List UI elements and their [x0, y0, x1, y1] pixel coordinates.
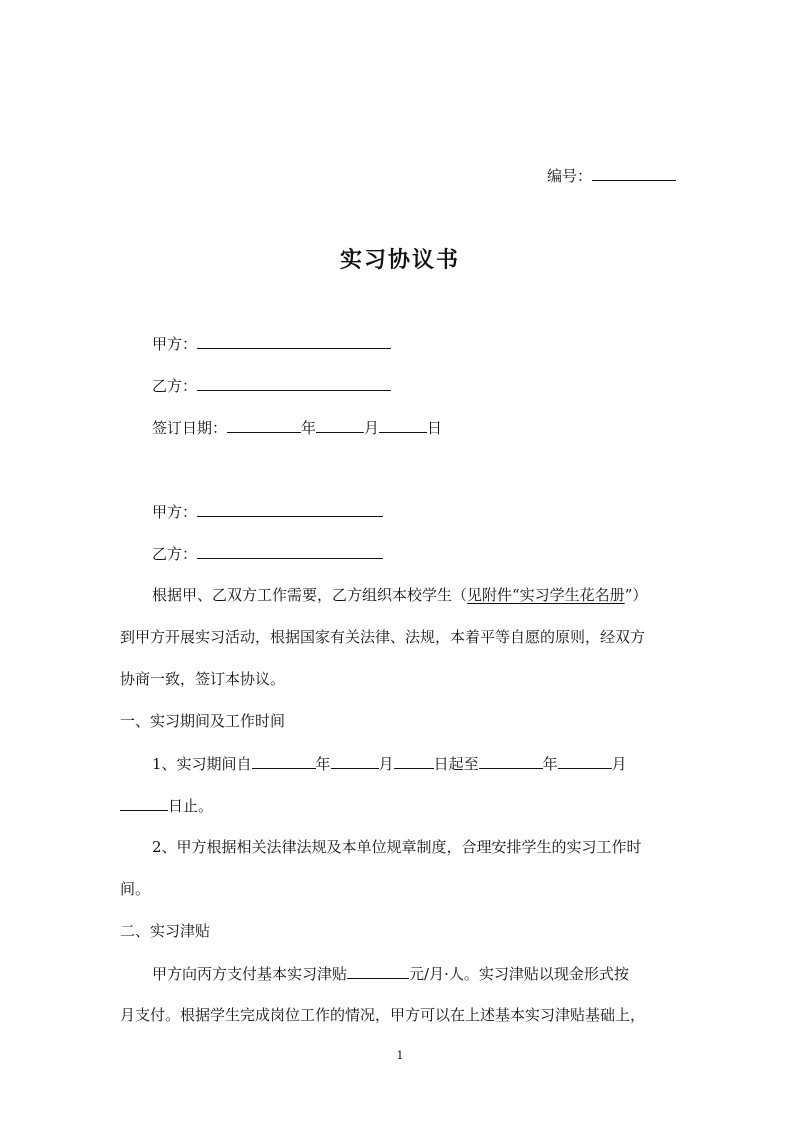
- start-year-label: 年: [315, 755, 331, 773]
- end-day-blank: [120, 794, 168, 811]
- section-1-title: 一、实习期间及工作时间: [120, 712, 286, 730]
- allowance-pre: 甲方向丙方支付基本实习津贴: [152, 965, 348, 983]
- item-2-line-2: 间。: [120, 880, 151, 898]
- cover-party-b-label: 乙方：: [152, 377, 198, 395]
- allowance-post: 元/月·人。实习津贴以现金形式按: [409, 965, 629, 983]
- sign-year-blank: [227, 416, 301, 433]
- end-month-blank: [558, 752, 612, 769]
- intro-line-2: 到甲方开展实习活动，根据国家有关法律、法规，本着平等自愿的原则，经双方: [120, 628, 646, 646]
- body-party-a-label: 甲方：: [152, 503, 198, 521]
- start-day-label: 日起至: [433, 755, 479, 773]
- start-day-blank: [394, 752, 434, 769]
- sign-month-blank: [316, 416, 364, 433]
- sign-date-label: 签订日期：: [152, 419, 228, 437]
- intro-1-attachment-ref: 见附件“实习学生花名册: [467, 586, 625, 604]
- start-year-blank: [252, 752, 316, 769]
- intro-1-post: ”）: [624, 586, 648, 604]
- serial-blank: [592, 164, 676, 181]
- intro-line-3: 协商一致，签订本协议。: [120, 670, 286, 688]
- body-party-b: [152, 542, 383, 565]
- serial-label: 编号：: [547, 167, 593, 185]
- cover-party-b: [152, 374, 391, 397]
- cover-sign-date: [152, 416, 442, 439]
- sign-year-label: 年: [301, 419, 317, 437]
- allowance-line-1: [152, 962, 629, 985]
- sign-day-label: 日: [427, 419, 443, 437]
- cover-party-a-label: 甲方：: [152, 335, 198, 353]
- body-party-b-label: 乙方：: [152, 545, 198, 563]
- item-2-line-1: 2、甲方根据相关法律法规及本单位规章制度，合理安排学生的实习工作时: [152, 838, 642, 856]
- start-month-blank: [331, 752, 379, 769]
- body-party-b-blank: [197, 542, 383, 559]
- item-1-prefix: 1、实习期间自: [152, 755, 252, 773]
- body-party-a: [152, 500, 383, 523]
- end-year-label: 年: [542, 755, 558, 773]
- body-party-a-blank: [197, 500, 383, 517]
- section-2-title: 二、实习津贴: [120, 922, 211, 940]
- item-1-line-1: [152, 752, 627, 775]
- sign-day-blank: [379, 416, 427, 433]
- cover-party-a-blank: [197, 332, 391, 349]
- allowance-amount-blank: [347, 962, 409, 979]
- end-year-blank: [479, 752, 543, 769]
- sign-month-label: 月: [364, 419, 380, 437]
- cover-party-b-blank: [197, 374, 391, 391]
- document-title: 实习协议书: [339, 247, 460, 273]
- page-number: 1: [396, 1049, 404, 1062]
- intro-1-pre: 根据甲、乙双方工作需要，乙方组织本校学生（: [152, 586, 468, 604]
- cover-party-a: [152, 332, 391, 355]
- item-1-line-2: [120, 794, 213, 817]
- end-day-label: 日止。: [168, 797, 214, 815]
- start-month-label: 月: [378, 755, 394, 773]
- end-month-label: 月: [611, 755, 627, 773]
- intro-line-1: [152, 584, 647, 606]
- serial-number-field: [547, 164, 676, 187]
- allowance-line-2: 月支付。根据学生完成岗位工作的情况，甲方可以在上述基本实习津贴基础上，: [120, 1006, 646, 1024]
